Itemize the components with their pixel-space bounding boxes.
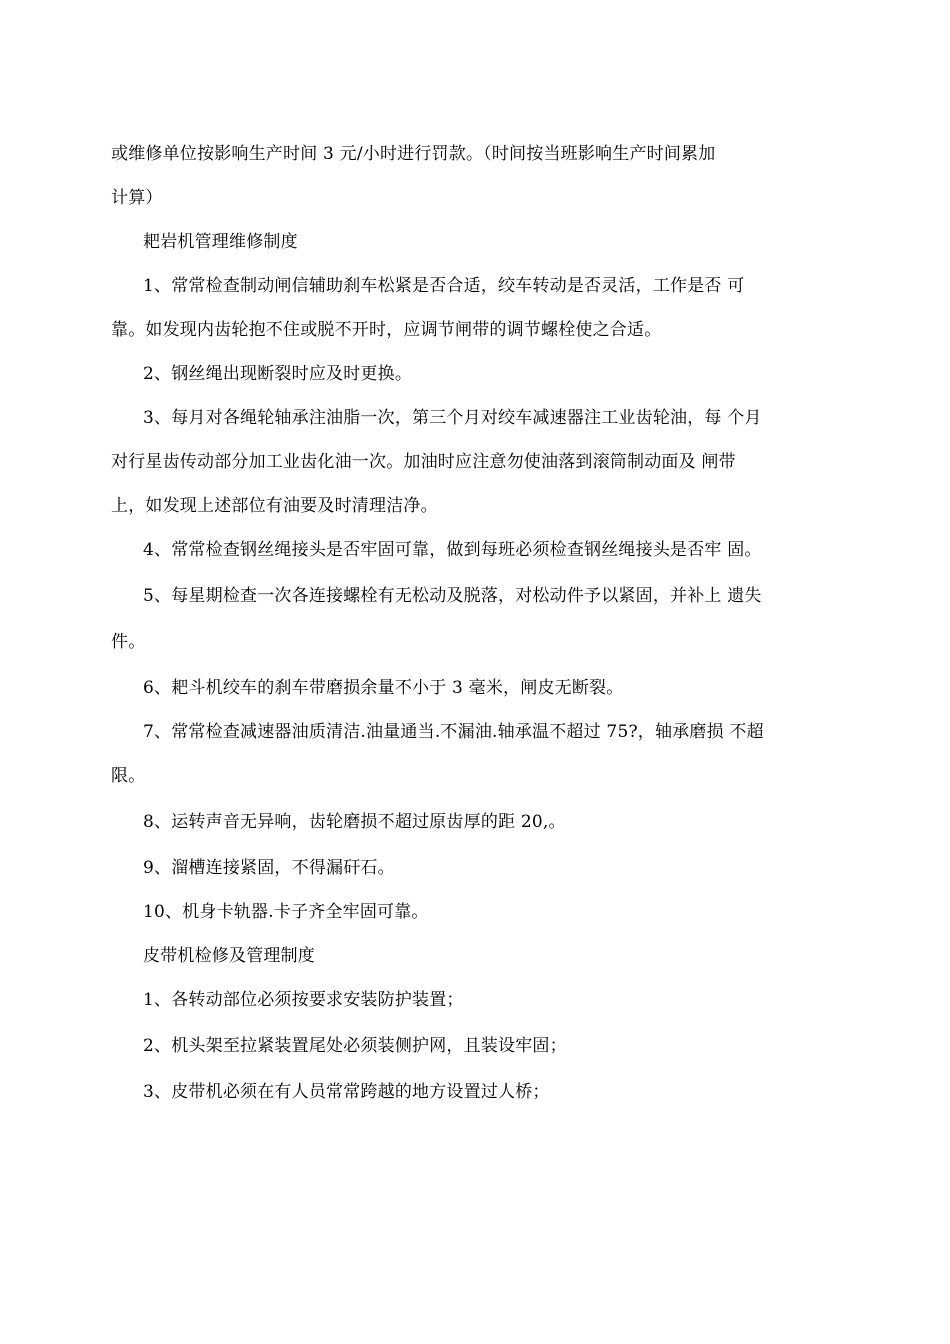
list-item-7-continuation: 限。 [111, 766, 146, 786]
belt-list-item-2: 2、机头架至拉紧装置尾处必须装侧护网，且装设牢固； [143, 1036, 567, 1056]
list-item-6: 6、耙斗机绞车的刹车带磨损余量不小于 3 毫米，闸皮无断裂。 [143, 678, 624, 698]
list-item-8: 8、运转声音无异响，齿轮磨损不超过原齿厚的距 20,。 [143, 812, 566, 832]
belt-list-item-3: 3、皮带机必须在有人员常常跨越的地方设置过人桥； [143, 1082, 550, 1102]
section-heading-belt-conveyor: 皮带机检修及管理制度 [143, 946, 315, 966]
list-item-5-continuation: 件。 [111, 632, 146, 652]
section-heading-rock-loader: 耙岩机管理维修制度 [143, 232, 298, 252]
text-line-continuation-end: 计算） [111, 188, 163, 208]
list-item-1: 1、常常检查制动闸信辅助刹车松紧是否合适，绞车转动是否灵活，工作是否 可 [143, 276, 745, 296]
list-item-4: 4、常常检查钢丝绳接头是否牢固可靠，做到每班必须检查钢丝绳接头是否牢 固。 [143, 540, 762, 560]
list-item-10: 10、机身卡轨器.卡子齐全牢固可靠。 [143, 902, 429, 922]
list-item-1-continuation: 靠。如发现内齿轮抱不住或脱不开时，应调节闸带的调节螺栓使之合适。 [111, 320, 662, 340]
list-item-9: 9、溜槽连接紧固，不得漏矸石。 [143, 858, 395, 878]
list-item-3-continuation-b: 上，如发现上述部位有油要及时清理洁净。 [111, 496, 438, 516]
text-line-continuation: 或维修单位按影响生产时间 3 元/小时进行罚款。（时间按当班影响生产时间累加 [111, 144, 716, 164]
list-item-7: 7、常常检查减速器油质清洁.油量通当.不漏油.轴承温不超过 75?，轴承磨损 不超 [143, 722, 764, 742]
list-item-3: 3、每月对各绳轮轴承注油脂一次，第三个月对绞车减速器注工业齿轮油，每 个月 [143, 408, 762, 428]
list-item-3-continuation-a: 对行星齿传动部分加工业齿化油一次。加油时应注意勿使油落到滚筒制动面及 闸带 [111, 452, 736, 472]
belt-list-item-1: 1、各转动部位必须按要求安装防护装置； [143, 990, 464, 1010]
list-item-5: 5、每星期检查一次各连接螺栓有无松动及脱落，对松动件予以紧固，并补上 遗失 [143, 586, 762, 606]
list-item-2: 2、钢丝绳出现断裂时应及时更换。 [143, 364, 413, 384]
